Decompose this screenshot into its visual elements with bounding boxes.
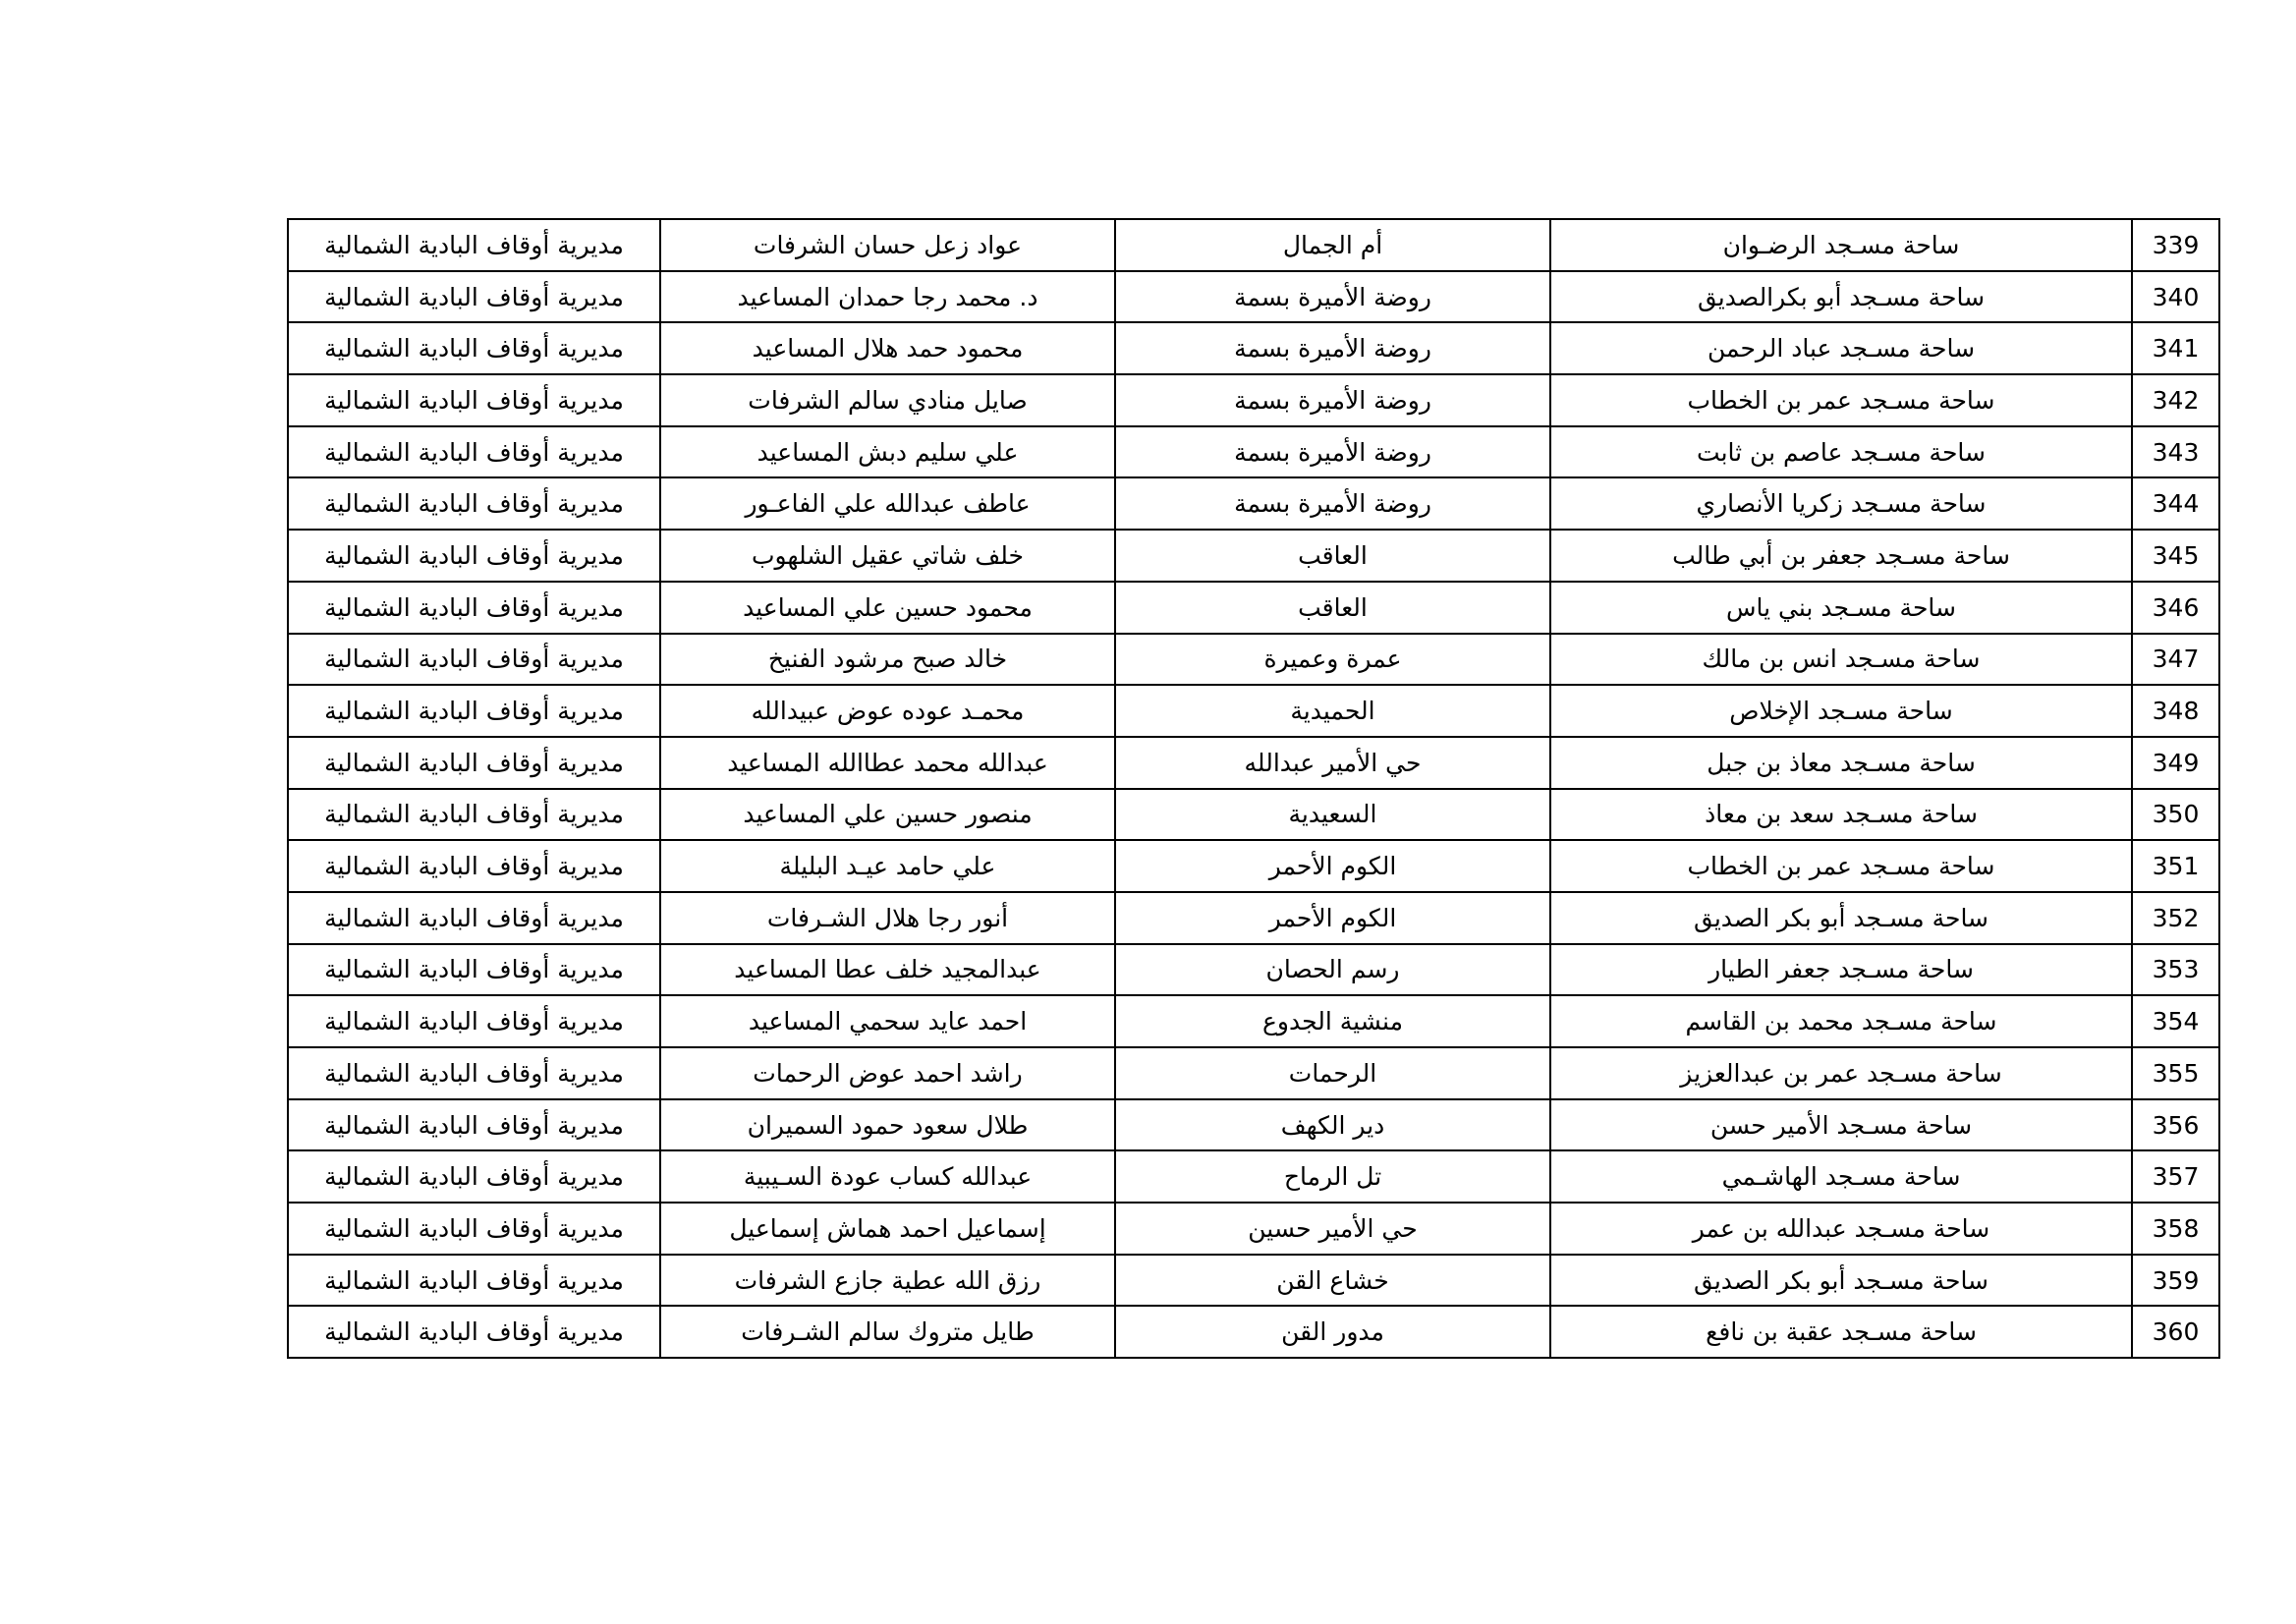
- area-name: روضة الأميرة بسمة: [1115, 322, 1550, 374]
- row-number: 344: [2132, 477, 2219, 530]
- records-table: [287, 218, 2220, 1359]
- table-row: [288, 995, 2219, 1047]
- area-name: روضة الأميرة بسمة: [1115, 477, 1550, 530]
- directorate-name: مديرية أوقاف البادية الشمالية: [288, 995, 660, 1047]
- table-row: [288, 530, 2219, 582]
- area-name: خشاع القن: [1115, 1255, 1550, 1307]
- person-name: احمد عايد سحمي المساعيد: [660, 995, 1115, 1047]
- area-name: دير الكهف: [1115, 1099, 1550, 1151]
- mosque-yard-name: ساحة مسـجد عباد الرحمن: [1550, 322, 2132, 374]
- mosque-yard-name: ساحة مسـجد محمد بن القاسم: [1550, 995, 2132, 1047]
- directorate-name: مديرية أوقاف البادية الشمالية: [288, 1306, 660, 1358]
- directorate-name: مديرية أوقاف البادية الشمالية: [288, 1150, 660, 1203]
- area-name: مدور القن: [1115, 1306, 1550, 1358]
- row-number: 339: [2132, 219, 2219, 271]
- directorate-name: مديرية أوقاف البادية الشمالية: [288, 634, 660, 686]
- mosque-yard-name: ساحة مسـجد زكريا الأنصاري: [1550, 477, 2132, 530]
- row-number: 341: [2132, 322, 2219, 374]
- row-number: 357: [2132, 1150, 2219, 1203]
- row-number: 348: [2132, 685, 2219, 737]
- mosque-yard-name: ساحة مسـجد عمر بن الخطاب: [1550, 374, 2132, 426]
- mosque-yard-name: ساحة مسـجد أبو بكر الصديق: [1550, 892, 2132, 944]
- person-name: عواد زعل حسان الشرفات: [660, 219, 1115, 271]
- person-name: علي حامد عيـد البليلة: [660, 840, 1115, 892]
- table-row: [288, 426, 2219, 478]
- person-name: محمود حسين علي المساعيد: [660, 582, 1115, 634]
- mosque-yard-name: ساحة مسـجد بني ياس: [1550, 582, 2132, 634]
- mosque-yard-name: ساحة مسـجد الرضـوان: [1550, 219, 2132, 271]
- table-row: [288, 737, 2219, 789]
- row-number: 343: [2132, 426, 2219, 478]
- person-name: محمود حمد هلال المساعيد: [660, 322, 1115, 374]
- person-name: عاطف عبدالله علي الفاعـور: [660, 477, 1115, 530]
- person-name: خالد صبح مرشود الفنيخ: [660, 634, 1115, 686]
- mosque-yard-name: ساحة مسـجد أبو بكر الصديق: [1550, 1255, 2132, 1307]
- table-row: [288, 1099, 2219, 1151]
- mosque-yard-name: ساحة مسـجد عاصم بن ثابت: [1550, 426, 2132, 478]
- person-name: صايل منادي سالم الشرفات: [660, 374, 1115, 426]
- person-name: خلف شاتي عقيل الشلهوب: [660, 530, 1115, 582]
- table-row: [288, 322, 2219, 374]
- person-name: إسماعيل احمد هماش إسماعيل: [660, 1203, 1115, 1255]
- table-row: [288, 892, 2219, 944]
- mosque-yard-name: ساحة مسـجد جعفر الطيار: [1550, 944, 2132, 996]
- row-number: 350: [2132, 789, 2219, 841]
- table-row: [288, 271, 2219, 323]
- area-name: حي الأمير عبدالله: [1115, 737, 1550, 789]
- table-row: [288, 789, 2219, 841]
- directorate-name: مديرية أوقاف البادية الشمالية: [288, 582, 660, 634]
- person-name: طلال سعود حمود السميران: [660, 1099, 1115, 1151]
- mosque-yard-name: ساحة مسـجد معاذ بن جبل: [1550, 737, 2132, 789]
- table-row: [288, 1306, 2219, 1358]
- row-number: 351: [2132, 840, 2219, 892]
- directorate-name: مديرية أوقاف البادية الشمالية: [288, 374, 660, 426]
- directorate-name: مديرية أوقاف البادية الشمالية: [288, 944, 660, 996]
- row-number: 353: [2132, 944, 2219, 996]
- directorate-name: مديرية أوقاف البادية الشمالية: [288, 1203, 660, 1255]
- row-number: 360: [2132, 1306, 2219, 1358]
- person-name: طايل متروك سالم الشـرفات: [660, 1306, 1115, 1358]
- row-number: 352: [2132, 892, 2219, 944]
- row-number: 358: [2132, 1203, 2219, 1255]
- directorate-name: مديرية أوقاف البادية الشمالية: [288, 322, 660, 374]
- directorate-name: مديرية أوقاف البادية الشمالية: [288, 1047, 660, 1099]
- directorate-name: مديرية أوقاف البادية الشمالية: [288, 685, 660, 737]
- area-name: الكوم الأحمر: [1115, 840, 1550, 892]
- area-name: روضة الأميرة بسمة: [1115, 374, 1550, 426]
- table-row: [288, 219, 2219, 271]
- row-number: 340: [2132, 271, 2219, 323]
- person-name: عبدالله كساب عودة السـيبية: [660, 1150, 1115, 1203]
- directorate-name: مديرية أوقاف البادية الشمالية: [288, 737, 660, 789]
- mosque-yard-name: ساحة مسـجد عقبة بن نافع: [1550, 1306, 2132, 1358]
- area-name: العاقب: [1115, 530, 1550, 582]
- table-row: [288, 634, 2219, 686]
- area-name: السعيدية: [1115, 789, 1550, 841]
- directorate-name: مديرية أوقاف البادية الشمالية: [288, 789, 660, 841]
- area-name: الرحمات: [1115, 1047, 1550, 1099]
- mosque-yard-name: ساحة مسـجد الهاشـمي: [1550, 1150, 2132, 1203]
- area-name: حي الأمير حسين: [1115, 1203, 1550, 1255]
- table-row: [288, 685, 2219, 737]
- mosque-yard-name: ساحة مسـجد سعد بن معاذ: [1550, 789, 2132, 841]
- row-number: 356: [2132, 1099, 2219, 1151]
- area-name: روضة الأميرة بسمة: [1115, 426, 1550, 478]
- person-name: محمـد عوده عوض عبيدالله: [660, 685, 1115, 737]
- table-row: [288, 477, 2219, 530]
- table-row: [288, 374, 2219, 426]
- area-name: عمرة وعميرة: [1115, 634, 1550, 686]
- table-row: [288, 944, 2219, 996]
- directorate-name: مديرية أوقاف البادية الشمالية: [288, 219, 660, 271]
- row-number: 354: [2132, 995, 2219, 1047]
- row-number: 346: [2132, 582, 2219, 634]
- person-name: منصور حسين علي المساعيد: [660, 789, 1115, 841]
- directorate-name: مديرية أوقاف البادية الشمالية: [288, 892, 660, 944]
- mosque-yard-name: ساحة مسـجد الأمير حسن: [1550, 1099, 2132, 1151]
- person-name: عبدالمجيد خلف عطا المساعيد: [660, 944, 1115, 996]
- directorate-name: مديرية أوقاف البادية الشمالية: [288, 840, 660, 892]
- directorate-name: مديرية أوقاف البادية الشمالية: [288, 477, 660, 530]
- area-name: الكوم الأحمر: [1115, 892, 1550, 944]
- directorate-name: مديرية أوقاف البادية الشمالية: [288, 426, 660, 478]
- row-number: 355: [2132, 1047, 2219, 1099]
- directorate-name: مديرية أوقاف البادية الشمالية: [288, 530, 660, 582]
- row-number: 342: [2132, 374, 2219, 426]
- row-number: 349: [2132, 737, 2219, 789]
- directorate-name: مديرية أوقاف البادية الشمالية: [288, 271, 660, 323]
- person-name: عبدالله محمد عطاالله المساعيد: [660, 737, 1115, 789]
- area-name: تل الرماح: [1115, 1150, 1550, 1203]
- row-number: 345: [2132, 530, 2219, 582]
- area-name: روضة الأميرة بسمة: [1115, 271, 1550, 323]
- mosque-yard-name: ساحة مسـجد عبدالله بن عمر: [1550, 1203, 2132, 1255]
- row-number: 347: [2132, 634, 2219, 686]
- area-name: الحميدية: [1115, 685, 1550, 737]
- records-table-body: [288, 219, 2219, 1358]
- area-name: أم الجمال: [1115, 219, 1550, 271]
- table-row: [288, 582, 2219, 634]
- mosque-yard-name: ساحة مسـجد عمر بن عبدالعزيز: [1550, 1047, 2132, 1099]
- table-row: [288, 1203, 2219, 1255]
- area-name: رسم الحصان: [1115, 944, 1550, 996]
- row-number: 359: [2132, 1255, 2219, 1307]
- table-row: [288, 1150, 2219, 1203]
- mosque-yard-name: ساحة مسـجد جعفر بن أبي طالب: [1550, 530, 2132, 582]
- mosque-yard-name: ساحة مسـجد الإخلاص: [1550, 685, 2132, 737]
- person-name: د. محمد رجا حمدان المساعيد: [660, 271, 1115, 323]
- area-name: منشية الجدوع: [1115, 995, 1550, 1047]
- directorate-name: مديرية أوقاف البادية الشمالية: [288, 1099, 660, 1151]
- mosque-yard-name: ساحة مسـجد أبو بكرالصديق: [1550, 271, 2132, 323]
- person-name: أنور رجا هلال الشـرفات: [660, 892, 1115, 944]
- directorate-name: مديرية أوقاف البادية الشمالية: [288, 1255, 660, 1307]
- mosque-yard-name: ساحة مسـجد انس بن مالك: [1550, 634, 2132, 686]
- mosque-yard-name: ساحة مسـجد عمر بن الخطاب: [1550, 840, 2132, 892]
- table-row: [288, 840, 2219, 892]
- area-name: العاقب: [1115, 582, 1550, 634]
- table-row: [288, 1255, 2219, 1307]
- person-name: علي سليم دبش المساعيد: [660, 426, 1115, 478]
- person-name: راشد احمد عوض الرحمات: [660, 1047, 1115, 1099]
- person-name: رزق الله عطية جازع الشرفات: [660, 1255, 1115, 1307]
- table-row: [288, 1047, 2219, 1099]
